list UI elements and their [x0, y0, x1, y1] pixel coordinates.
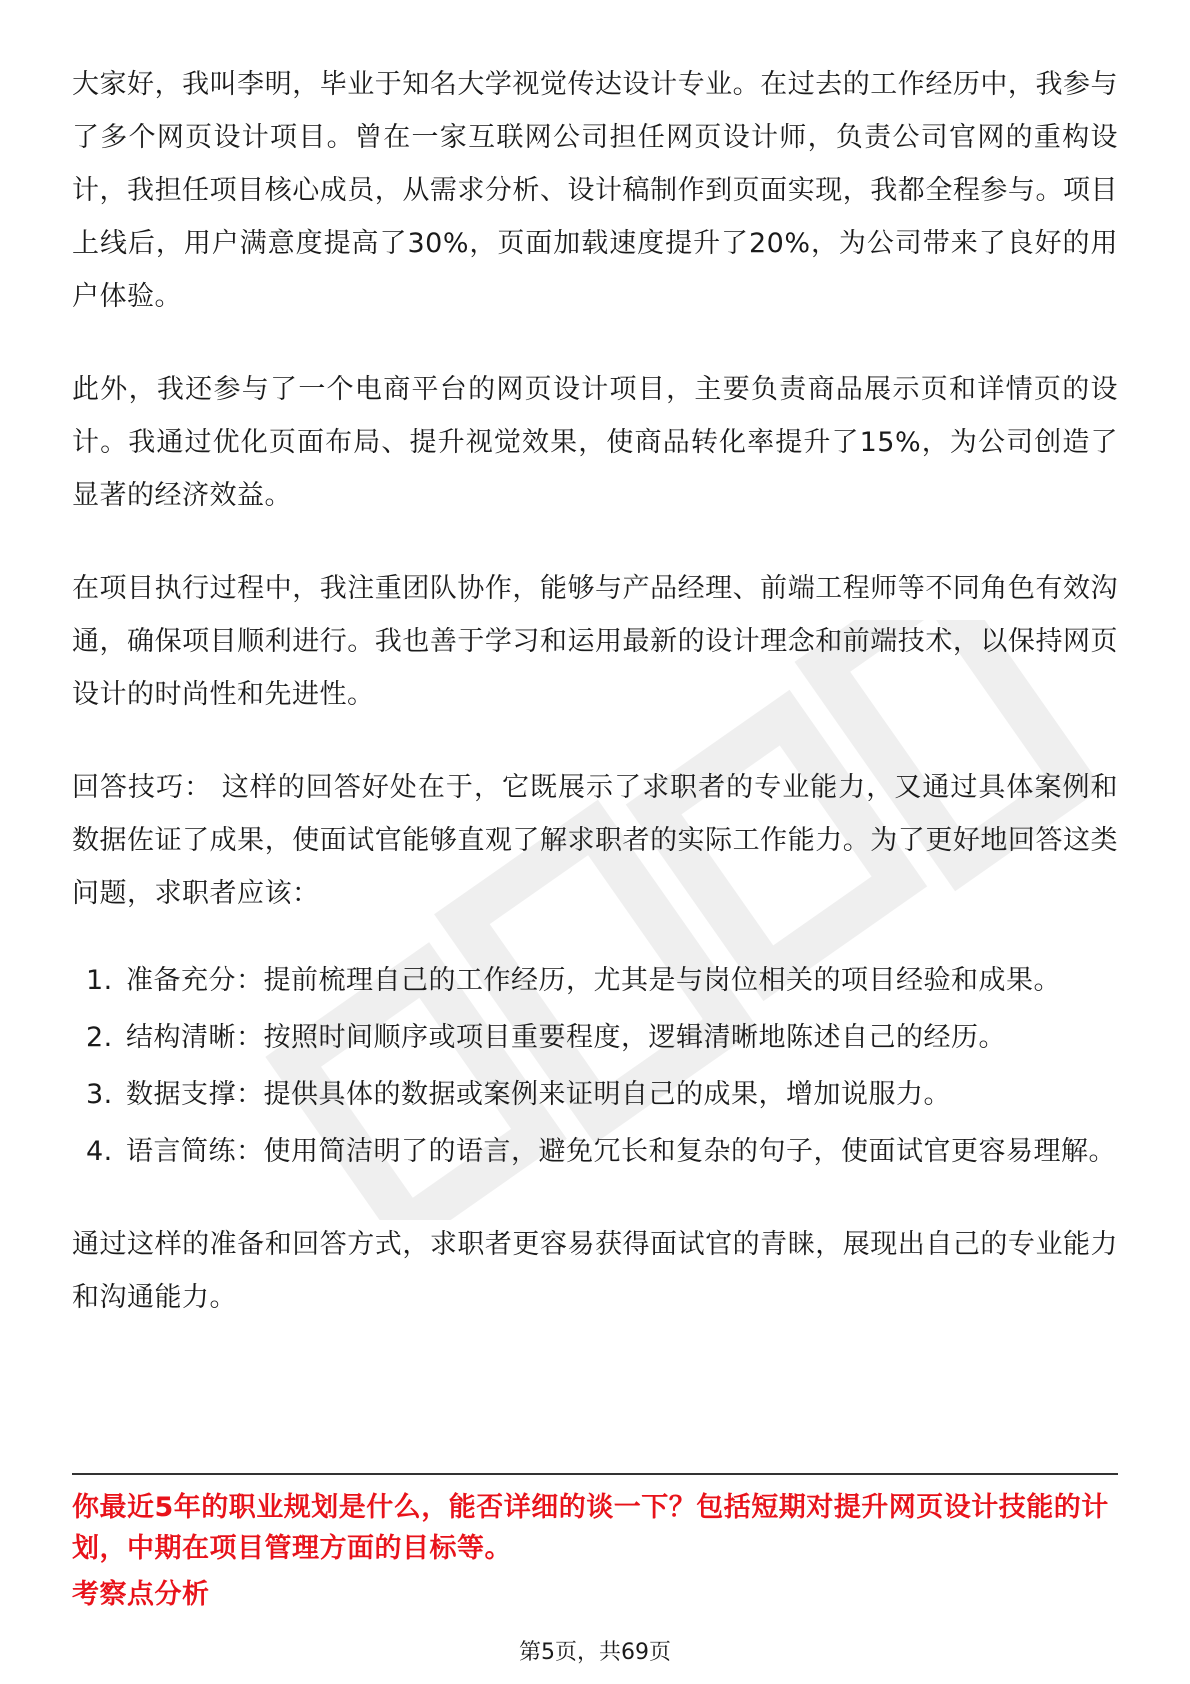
section-title: 考察点分析	[72, 1579, 210, 1610]
main-content	[72, 58, 1118, 1364]
list-item-number: 2.	[86, 1022, 113, 1053]
list-item-number: 4.	[86, 1136, 113, 1167]
answer-paragraph-1: 大家好，我叫李明，毕业于知名大学视觉传达设计专业。在过去的工作经历中，我参与了多个网页设计项目。曾在一家互联网公司担任网页设计师，负责公司官网的重构设计，我担任项目核心成员，从需求分析、设计稿制作到页面实现，我都全程参与。项目上线后，用户满意度提高了30%，页面加载速度提升了20%，为公司带来了良好的用户体验。	[72, 69, 1118, 312]
answer-paragraph-3: 在项目执行过程中，我注重团队协作，能够与产品经理、前端工程师等不同角色有效沟通，确保项目顺利进行。我也善于学习和运用最新的设计理念和前端技术，以保持网页设计的时尚性和先进性。	[72, 573, 1118, 710]
page-number-footer: 第5页，共69页	[519, 1640, 671, 1665]
list-item-number: 3.	[86, 1079, 113, 1110]
list-item-text: 数据支撑：提供具体的数据或案例来证明自己的成果，增加说服力。	[126, 1079, 951, 1110]
list-item-number: 1.	[86, 965, 113, 996]
list-item	[72, 954, 1118, 1007]
list-item	[72, 1125, 1118, 1178]
interview-question: 你最近5年的职业规划是什么，能否详细的谈一下？包括短期对提升网页设计技能的计划，中期在项目管理方面的目标等。	[72, 1492, 1109, 1564]
list-item-text: 准备充分：提前梳理自己的工作经历，尤其是与岗位相关的项目经验和成果。	[126, 965, 1061, 996]
list-item-text: 结构清晰：按照时间顺序或项目重要程度，逻辑清晰地陈述自己的经历。	[126, 1022, 1006, 1053]
section-divider	[72, 1473, 1118, 1475]
answer-tip-paragraph: 回答技巧： 这样的回答好处在于，它既展示了求职者的专业能力，又通过具体案例和数据佐证了成果，使面试官能够直观了解求职者的实际工作能力。为了更好地回答这类问题，求职者应该：	[72, 772, 1118, 909]
answer-paragraph-2: 此外，我还参与了一个电商平台的网页设计项目，主要负责商品展示页和详情页的设计。我通过优化页面布局、提升视觉效果，使商品转化率提升了15%，为公司创造了显著的经济效益。	[72, 374, 1118, 511]
list-item-text: 语言简练：使用简洁明了的语言，避免冗长和复杂的句子，使面试官更容易理解。	[126, 1136, 1116, 1167]
tips-list	[72, 954, 1118, 1178]
list-item	[72, 1068, 1118, 1121]
list-item	[72, 1011, 1118, 1064]
conclusion-paragraph: 通过这样的准备和回答方式，求职者更容易获得面试官的青睐，展现出自己的专业能力和沟通能力。	[72, 1229, 1118, 1313]
